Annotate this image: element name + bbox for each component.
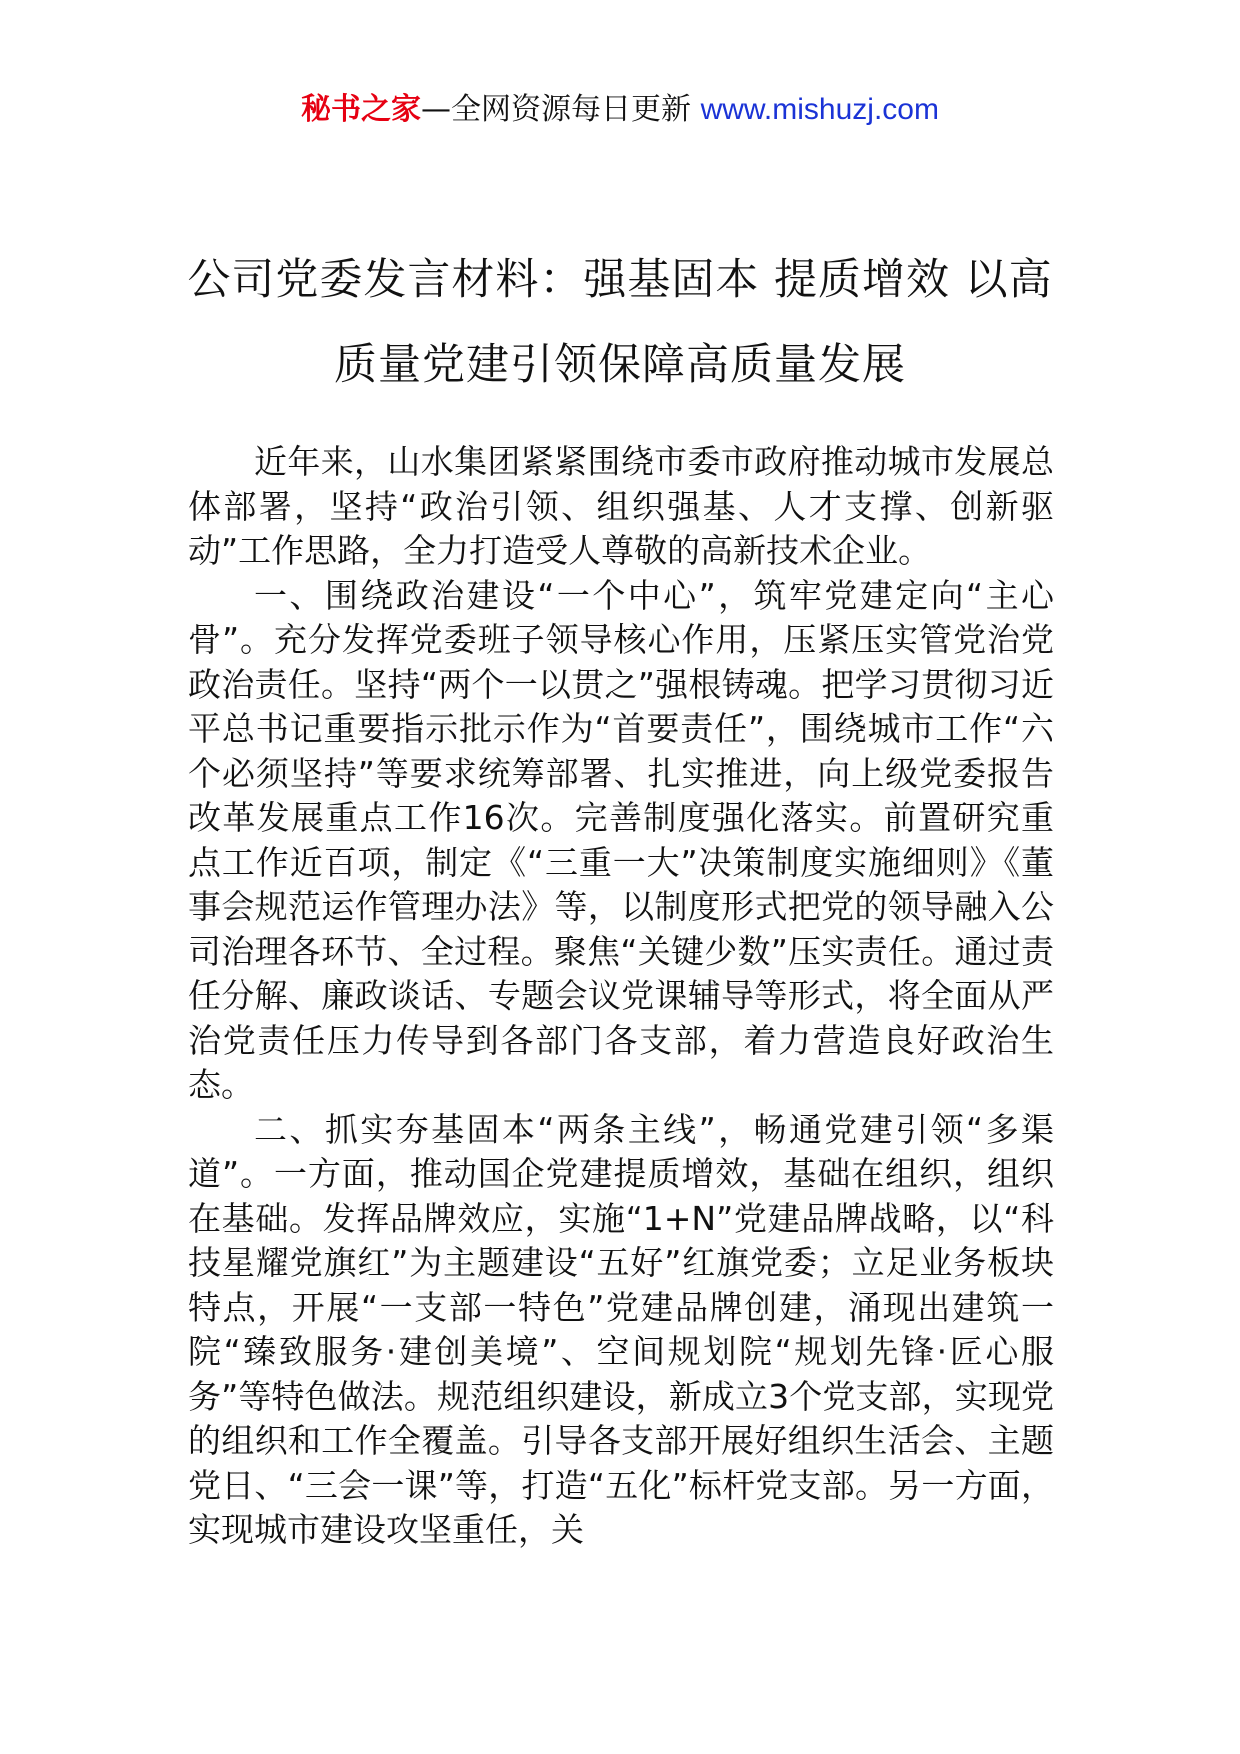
site-header	[0, 90, 1240, 130]
paragraph-section-1	[188, 574, 1054, 1108]
section-heading: 一、围绕政治建设“一个中心”，筑牢党建定向“主心骨”。	[188, 575, 1054, 659]
document-body	[188, 440, 1054, 1553]
site-brand: 秘书之家	[301, 92, 422, 127]
site-url[interactable]: www.mishuzj.com	[700, 93, 939, 126]
paragraph-section-2	[188, 1108, 1054, 1553]
paragraph-text: 充分发挥党委班子领导核心作用，压紧压实管党治党政治责任。坚持“两个一以贯之”强根铸魂。把学习贯彻习近平总书记重要指示批示作为“首要责任”，围绕城市工作“六个必须坚持”等要求统筹部署、扎实推进，向上级党委报告改革发展重点工作16次。完善制度强化落实。前置研究重点工作近百项，制定《“三重一大”决策制度实施细则》《董事会规范运作管理办法》等，以制度形式把党的领导融入公司治理各环节、全过程。聚焦“关键少数”压实责任。通过责任分解、廉政谈话、专题会议党课辅导等形式，将全面从严治党责任压力传导到各部门各支部，着力营造良好政治生态。	[188, 620, 1054, 1104]
paragraph-text: 近年来，山水集团紧紧围绕市委市政府推动城市发展总体部署，坚持“政治引领、组织强基、人才支撑、创新驱动”工作思路，全力打造受人尊敬的高新技术企业。	[188, 442, 1054, 570]
document-title: 公司党委发言材料：强基固本 提质增效 以高质量党建引领保障高质量发展	[187, 255, 1053, 390]
paragraph-text: 一方面，推动国企党建提质增效，基础在组织，组织在基础。发挥品牌效应，实施“1+N”党建品牌战略，以“科技星耀党旗红”为主题建设“五好”红旗党委；立足业务板块特点，开展“一支部一特色”党建品牌创建，涌现出建筑一院“臻致服务·建创美境”、空间规划院“规划先锋·匠心服务”等特色做法。规范组织建设，新成立3个党支部，实现党的组织和工作全覆盖。引导各支部开展好组织生活会、主题党日、“三会一课”等，打造“五化”标杆党支部。另一方面，实现城市建设攻坚重任，关	[188, 1154, 1054, 1549]
site-tagline: —全网资源每日更新	[421, 92, 701, 127]
paragraph-intro	[188, 440, 1054, 574]
section-heading: 二、抓实夯基固本“两条主线”，畅通党建引领“多渠道”。	[188, 1109, 1054, 1193]
